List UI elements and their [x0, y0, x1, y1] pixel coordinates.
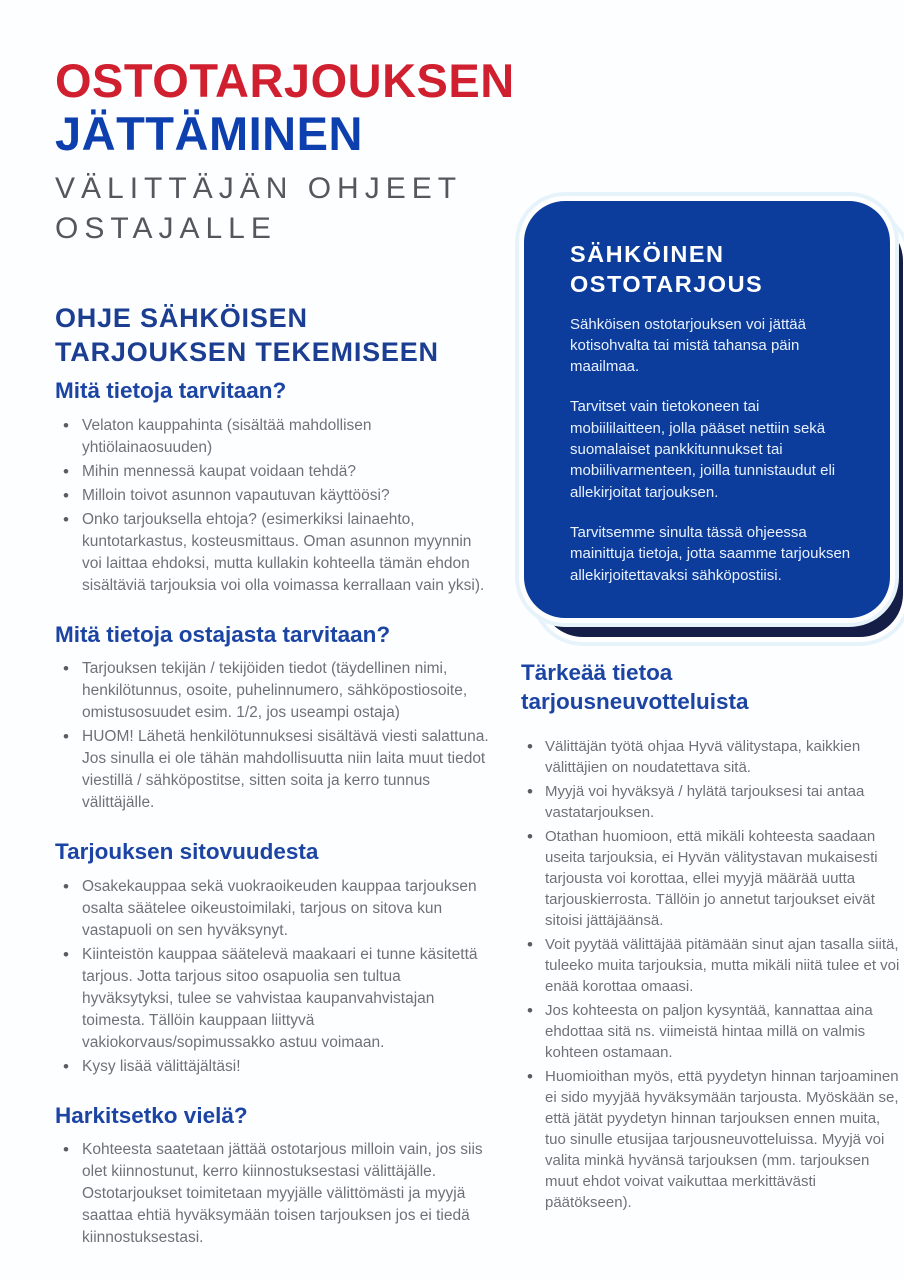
bullet-item: • Huomioithan myös, että pyydetyn hinnan tarjoaminen ei sido myyjää hyväksymään tarjousta. Myöskään se, että jätät pyydetyn hinnan tarjouksen ennen muita, tuo sinulle etusijaa tarjousneuvotteluissa. Myyjä voi valita minkä hyvänsä tarjouksen (mm. tarjouksen muut ehdot voivat vaikuttaa merkittävästi päätökseen). [519, 1066, 904, 1213]
topic-group [55, 838, 491, 1077]
group-heading: Harkitsetko vielä? [55, 1102, 248, 1128]
bullet-item: • Välittäjän työtä ohjaa Hyvä välitystapa, kaikkien välittäjien on noudatettava sitä. [519, 736, 904, 778]
topic-group [55, 377, 491, 596]
left-groups [55, 377, 491, 1249]
group-heading: Tarjouksen sitovuudesta [55, 839, 319, 865]
left-column [55, 248, 491, 1251]
left-section-title: OHJE SÄHKÖISEN TARJOUKSEN TEKEMISEEN [55, 303, 439, 367]
bullet-item: • Onko tarjouksella ehtoja? (esimerkiksi lainaehto, kuntotarkastus, kosteusmittaus. Oman asunnon myynnin voi laittaa ehdoksi, mutta kullakin kohteella tämän ehdon sisältäviä tarjouksia voi olla voimassa kerrallaan vain yksi). [55, 509, 491, 597]
bullet-list [55, 1139, 491, 1249]
right-column [519, 196, 904, 1216]
info-card-paragraphs [570, 314, 858, 586]
bullet-item: • Kohteesta saatetaan jättää ostotarjous milloin vain, jos siis olet kiinnostunut, kerro kiinnostuksestasi välittäjälle. Ostotarjoukset toimitetaan myyjälle välittömästi ja myyjä saattaa ehtiä hyväksymään toisen tarjouksen jos ei tiedä kiinnostuksestasi. [55, 1139, 491, 1249]
page-title-line1: OSTOTARJOUKSEN [55, 54, 515, 107]
bullet-item: • Velaton kauppahinta (sisältää mahdollisen yhtiölainaosuuden) [55, 415, 491, 459]
info-card-paragraph: Tarvitsemme sinulta tässä ohjeessa mainittuja tietoja, jotta saamme tarjouksen allekirjoitettavaksi sähköpostiisi. [570, 523, 851, 584]
info-card [519, 196, 895, 622]
bullet-item: • Myyjä voi hyväksyä / hylätä tarjouksesi tai antaa vastatarjouksen. [519, 781, 904, 823]
group-heading: Mitä tietoja tarvitaan? [55, 378, 287, 404]
bullet-item: • Milloin toivot asunnon vapautuvan käyttöösi? [55, 485, 491, 507]
info-card-title: SÄHKÖINEN OSTOTARJOUS [570, 241, 764, 298]
topic-group [55, 1102, 491, 1249]
right-bullet-list [519, 736, 904, 1213]
bullet-list [55, 876, 491, 1078]
bullet-list [55, 415, 491, 597]
group-heading: Mitä tietoja ostajasta tarvitaan? [55, 621, 391, 647]
topic-group [55, 621, 491, 814]
page-title-line2: JÄTTÄMINEN [55, 107, 363, 161]
bullet-item: • Mihin mennessä kaupat voidaan tehdä? [55, 461, 491, 483]
info-card-paragraph: Sähköisen ostotarjouksen voi jättää kotisohvalta tai mistä tahansa päin maailmaa. [570, 315, 806, 376]
bullet-item: • Kiinteistön kauppaa säätelevä maakaari ei tunne käsitettä tarjous. Jotta tarjous sitoo osapuolia sen tultua hyväksytyksi, tulee se vahvistaa kaupanvahvistajan toimesta. Tällöin kauppaan liittyvä vakiokorvaus/sopimussakko astuu voimaan. [55, 944, 491, 1054]
right-section-heading: Tärkeää tietoa tarjousneuvotteluista [521, 659, 749, 714]
bullet-item: • Osakekauppaa sekä vuokraoikeuden kauppaa tarjouksen osalta säätelee oikeustoimilaki, tarjous on sitova kun vastapuoli on sen hyväksynyt. [55, 876, 491, 942]
bullet-list [55, 658, 491, 814]
bullet-item: • Kysy lisää välittäjältäsi! [55, 1056, 491, 1078]
bullet-item: • Tarjouksen tekijän / tekijöiden tiedot (täydellinen nimi, henkilötunnus, osoite, puhelinnumero, sähköpostiosoite, omistusosuudet esim. 1/2, jos useampi ostaja) [55, 658, 491, 724]
bullet-item: • HUOM! Lähetä henkilötunnuksesi sisältävä viesti salattuna. Jos sinulla ei ole tähän mahdollisuutta niin laita muut tiedot viestillä / sähköpostitse, sitten soita ja kerro tunnus välittäjälle. [55, 726, 491, 814]
info-card-paragraph: Tarvitset vain tietokoneen tai mobiililaitteen, jolla pääset nettiin sekä suomalaiset pankkitunnukset tai mobiilivarmenteen, joilla tunnistaudut eli allekirjoitat tarjouksen. [570, 398, 836, 501]
info-card-body [519, 196, 895, 622]
content-columns [55, 241, 904, 1251]
page-title [55, 54, 904, 160]
bullet-item: • Otathan huomioon, että mikäli kohteesta saadaan useita tarjouksia, ei Hyvän välitystavan mukaisesti tarjousta voi korottaa, ellei myyjä määrää uutta tarjouskierrosta. Tällöin jo annetut tarjoukset eivät sitoisi jättäjäänsä. [519, 826, 904, 931]
page-subtitle: VÄLITTÄJÄN OHJEET OSTAJALLE [55, 172, 462, 245]
bullet-item: • Voit pyytää välittäjää pitämään sinut ajan tasalla siitä, tuleeko muita tarjouksia, mutta mikäli niitä tulee et voi enää korottaa omaasi. [519, 934, 904, 997]
bullet-item: • Jos kohteesta on paljon kysyntää, kannattaa aina ehdottaa sitä ns. viimeistä hintaa millä on valmis kohteen ostamaan. [519, 1000, 904, 1063]
